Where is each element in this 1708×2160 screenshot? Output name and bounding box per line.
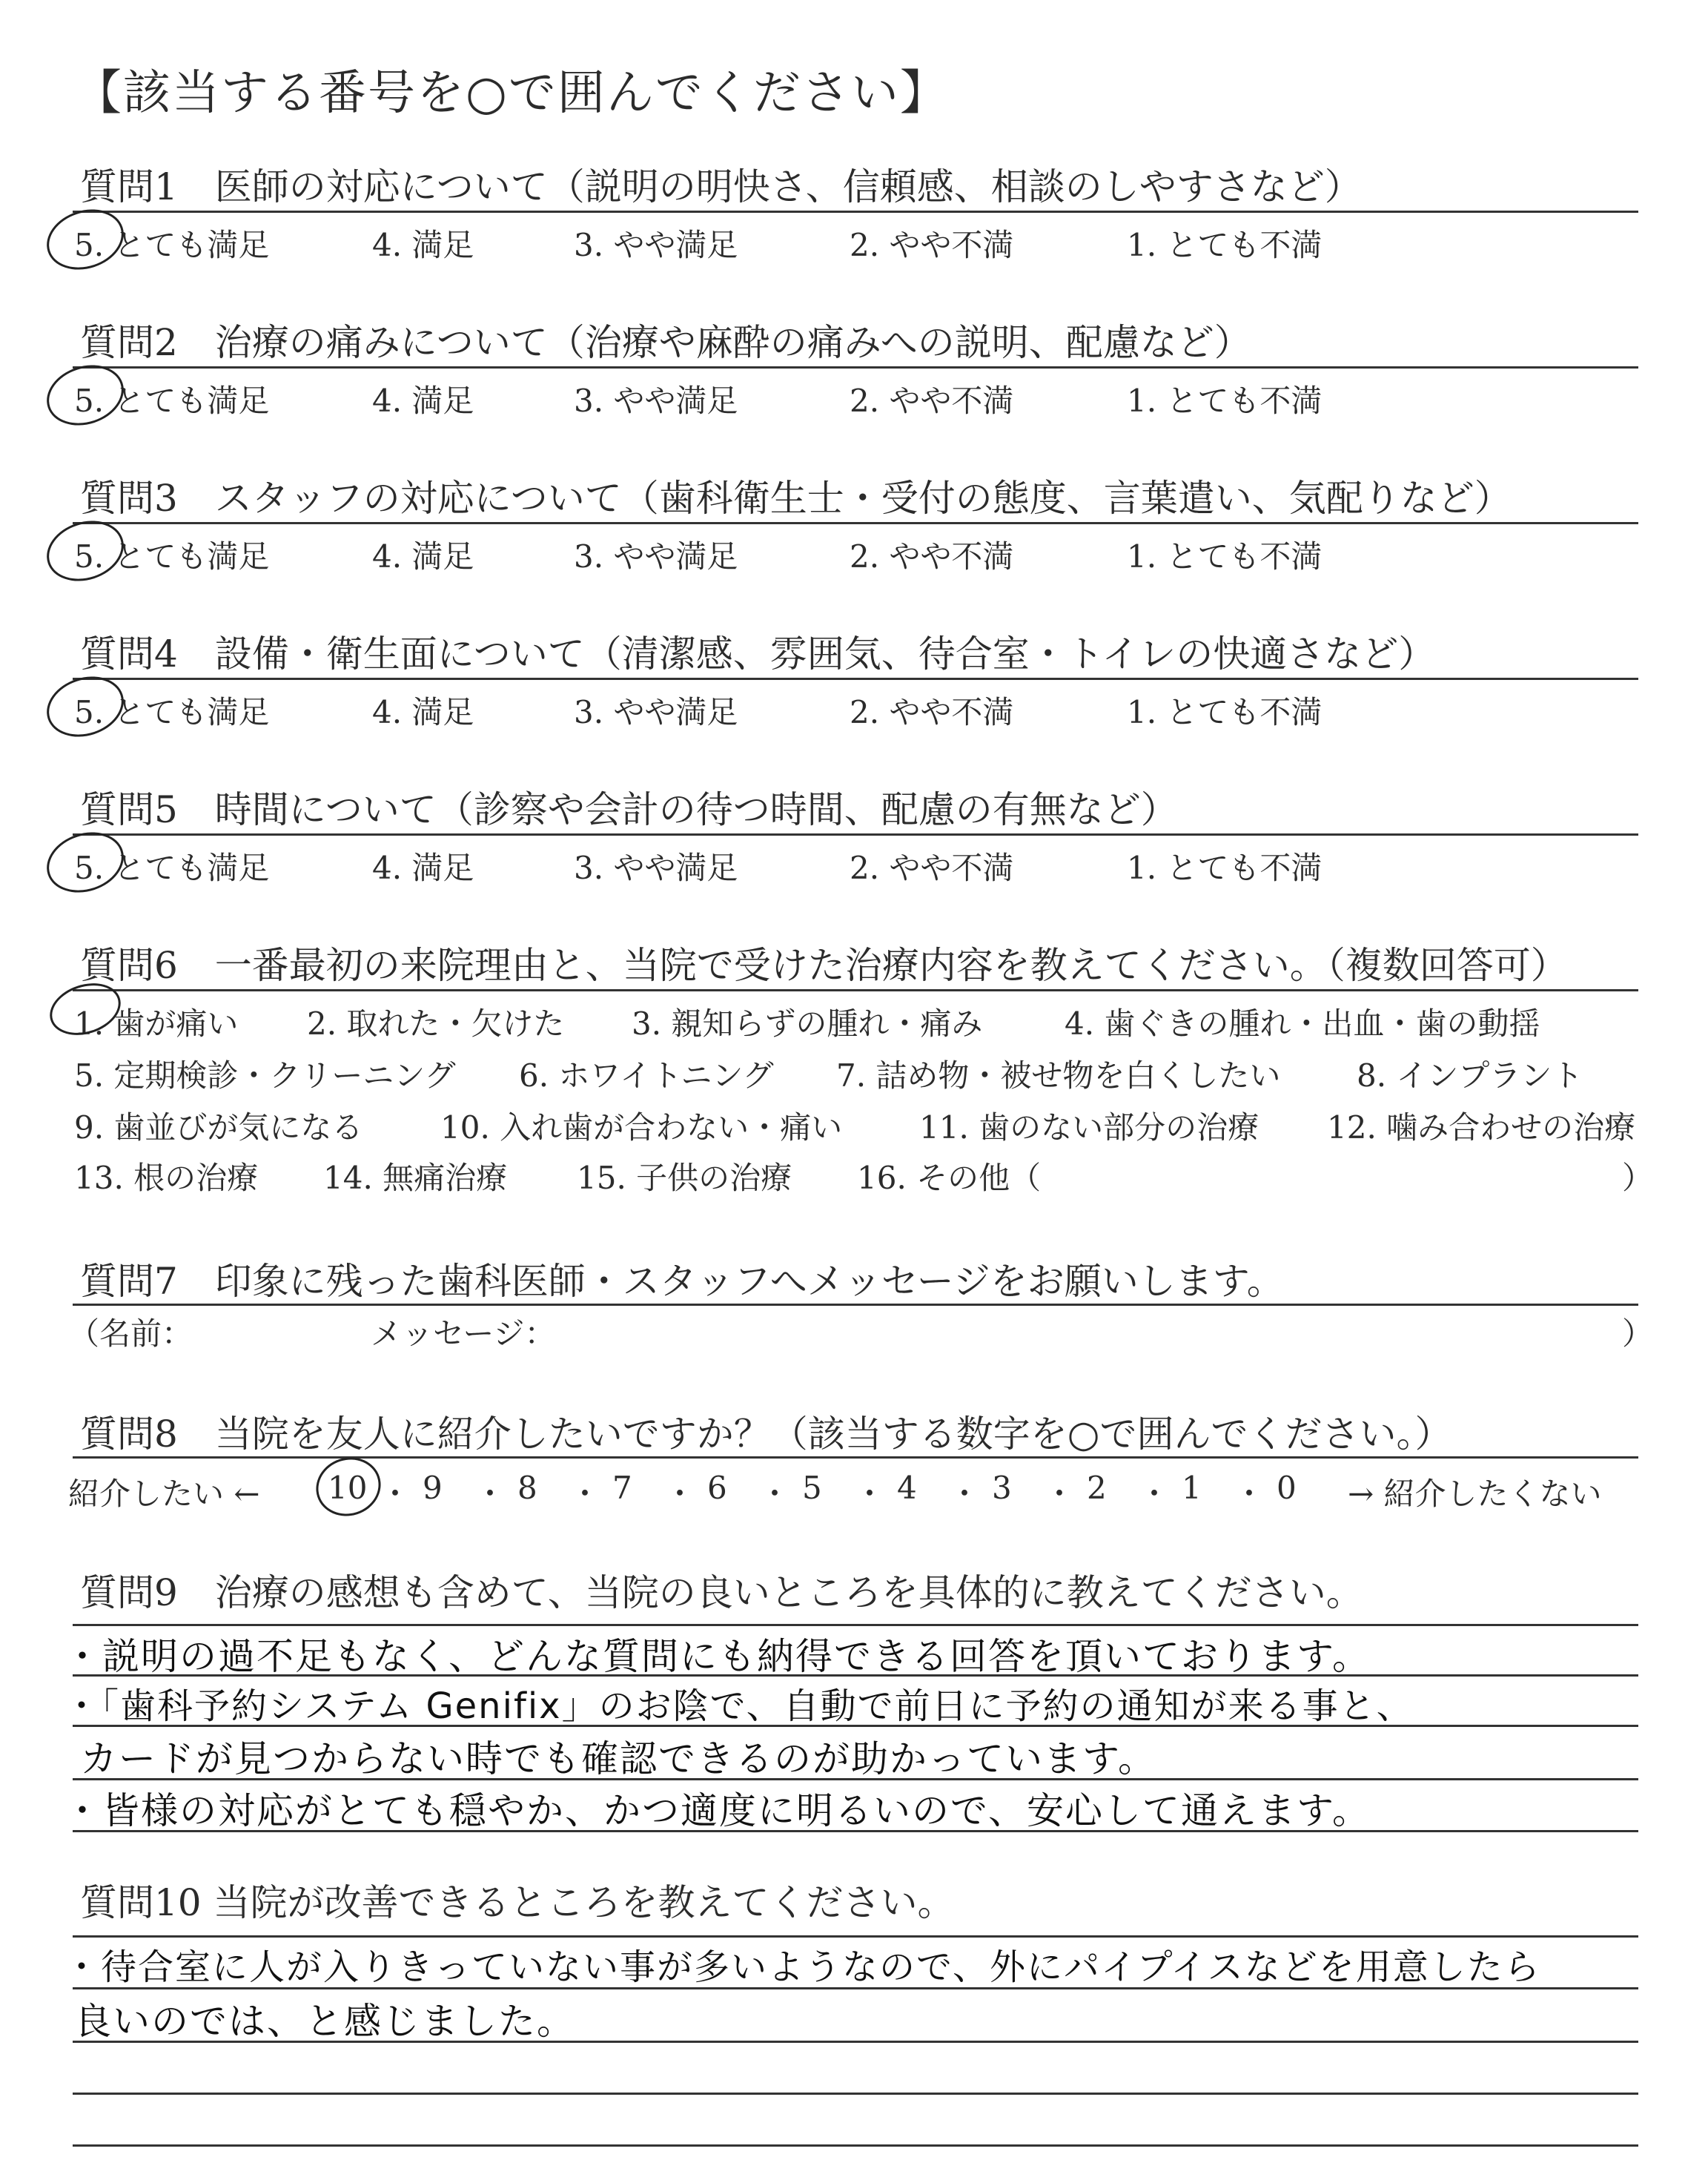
q1-option-4: 4. 満足 (372, 227, 474, 263)
q10-answer-line-1: ・待合室に人が入りきっていない事が多いようなので、外にパイプイスなどを用意したら (64, 1946, 1541, 1988)
q3-option-1: 1. とても不満 (1127, 538, 1323, 575)
q6-option-6: 6. ホワイトニング (519, 1057, 774, 1094)
q8-number-0: 0 (1277, 1470, 1297, 1506)
q1-title: 質問1 医師の対応について（説明の明快さ、信頼感、相談のしやすさなど） (80, 165, 1362, 208)
q9-answer-line-4: ・皆様の対応がとても穏やか、かつ適度に明るいので、安心して通えます。 (64, 1789, 1371, 1832)
q7-name-label: （名前： (68, 1315, 193, 1352)
q5-option-2: 2. やや不満 (850, 850, 1014, 886)
q6-option-12: 12. 噛み合わせの治療 (1327, 1109, 1636, 1146)
q8-number-2: 2 (1087, 1470, 1107, 1506)
q8-number-1: 1 (1182, 1470, 1202, 1506)
q7-title: 質問7 印象に残った歯科医師・スタッフへメッセージをお願いします。 (80, 1260, 1284, 1303)
q4-title: 質問4 設備・衛生面について（清潔感、雰囲気、待合室・トイレの快適さなど） (80, 633, 1436, 676)
q6-option-2: 2. 取れた・欠けた (307, 1005, 565, 1042)
q8-number-9: 9 (423, 1470, 443, 1506)
q8-right-label: → 紹介したくない (1348, 1476, 1602, 1512)
q8-separator-dot: ・ (1139, 1476, 1171, 1512)
q6-option-3: 3. 親知らずの腫れ・痛み (632, 1005, 983, 1042)
q4-rule (73, 678, 1638, 680)
q5-title: 質問5 時間について（診察や会計の待つ時間、配慮の有無など） (80, 788, 1178, 831)
q6-option-13: 13. 根の治療 (74, 1160, 259, 1196)
q2-option-3: 3. やや満足 (574, 383, 738, 419)
q8-number-10: 10 (328, 1470, 368, 1506)
q9-answer-line-1: ・説明の過不足もなく、どんな質問にも納得できる回答を頂いております。 (64, 1635, 1371, 1678)
q8-separator-dot: ・ (949, 1476, 981, 1512)
q8-title: 質問8 当院を友人に紹介したいですか？（該当する数字を○で囲んでください。） (80, 1413, 1452, 1456)
q5-option-3: 3. やや満足 (574, 850, 738, 886)
q6-option-8: 8. インプラント (1357, 1057, 1583, 1094)
q6-rule (73, 989, 1638, 991)
q5-option-1: 1. とても不満 (1127, 850, 1323, 886)
q9-title: 質問9 治療の感想も含めて、当院の良いところを具体的に教えてください。 (80, 1571, 1363, 1614)
q6-option-15: 15. 子供の治療 (577, 1160, 792, 1196)
q8-number-4: 4 (897, 1470, 917, 1506)
q5-rule (73, 833, 1638, 836)
q3-option-2: 2. やや不満 (850, 538, 1014, 575)
q2-option-5: 5. とても満足 (74, 383, 270, 419)
q8-number-3: 3 (992, 1470, 1012, 1506)
q2-option-4: 4. 満足 (372, 383, 474, 419)
q5-option-5: 5. とても満足 (74, 850, 270, 886)
q3-option-5: 5. とても満足 (74, 538, 270, 575)
q6-option-17: ） (1622, 1160, 1654, 1196)
q2-title: 質問2 治療の痛みについて（治療や麻酔の痛みへの説明、配慮など） (80, 321, 1251, 364)
q7-message-label: メッセージ： (371, 1315, 556, 1352)
q8-separator-dot: ・ (854, 1476, 886, 1512)
q6-option-10: 10. 入れ歯が合わない・痛い (440, 1109, 843, 1146)
q2-rule (73, 366, 1638, 369)
q8-rule (73, 1456, 1638, 1459)
q2-option-2: 2. やや不満 (850, 383, 1014, 419)
q3-title: 質問3 スタッフの対応について（歯科衛生士・受付の態度、言葉遣い、気配りなど） (80, 477, 1512, 520)
q4-option-3: 3. やや満足 (574, 694, 738, 730)
q10-rule-5 (73, 2144, 1638, 2147)
q5-option-4: 4. 満足 (372, 850, 474, 886)
q8-number-6: 6 (707, 1470, 727, 1506)
q8-selection-circle (308, 1449, 388, 1524)
q8-separator-dot: ・ (380, 1476, 411, 1512)
q10-title: 質問10 当院が改善できるところを教えてください。 (80, 1881, 955, 1924)
q8-separator-dot: ・ (474, 1476, 506, 1512)
q3-rule (73, 522, 1638, 524)
q1-option-3: 3. やや満足 (574, 227, 738, 263)
q6-title: 質問6 一番最初の来院理由と、当院で受けた治療内容を教えてください。（複数回答可） (80, 944, 1568, 987)
q8-separator-dot: ・ (1234, 1476, 1265, 1512)
q8-number-8: 8 (517, 1470, 537, 1506)
q1-option-1: 1. とても不満 (1127, 227, 1323, 263)
q9-answer-line-3: カードが見つからない時でも確認できるのが助かっています。 (80, 1737, 1156, 1780)
q7-close-paren: ） (1622, 1315, 1654, 1352)
q6-option-14: 14. 無痛治療 (323, 1160, 508, 1196)
q6-option-9: 9. 歯並びが気になる (74, 1109, 363, 1146)
q3-option-3: 3. やや満足 (574, 538, 738, 575)
q8-separator-dot: ・ (569, 1476, 601, 1512)
q1-option-2: 2. やや不満 (850, 227, 1014, 263)
q4-option-1: 1. とても不満 (1127, 694, 1323, 730)
q8-left-label: 紹介したい ← (68, 1476, 260, 1512)
q6-option-4: 4. 歯ぐきの腫れ・出血・歯の動揺 (1065, 1005, 1540, 1042)
q8-number-5: 5 (802, 1470, 822, 1506)
q4-option-5: 5. とても満足 (74, 694, 270, 730)
q9-rule-1 (73, 1624, 1638, 1626)
q6-option-5: 5. 定期検診・クリーニング (74, 1057, 456, 1094)
q2-option-1: 1. とても不満 (1127, 383, 1323, 419)
q8-number-7: 7 (612, 1470, 632, 1506)
q9-answer-line-2: ・「歯科予約システム Genifix」のお陰で、自動で前日に予約の通知が来る事と、 (64, 1685, 1414, 1727)
q6-option-1: 1. 歯が痛い (74, 1005, 239, 1042)
q4-option-4: 4. 満足 (372, 694, 474, 730)
q6-option-16: 16. その他（ (857, 1160, 1042, 1196)
q10-rule-4 (73, 2093, 1638, 2095)
q1-rule (73, 211, 1638, 213)
q10-rule-1 (73, 1935, 1638, 1938)
q8-separator-dot: ・ (1044, 1476, 1076, 1512)
q1-option-5: 5. とても満足 (74, 227, 270, 263)
q6-option-11: 11. 歯のない部分の治療 (919, 1109, 1260, 1146)
q8-separator-dot: ・ (664, 1476, 696, 1512)
q3-option-4: 4. 満足 (372, 538, 474, 575)
q8-separator-dot: ・ (759, 1476, 791, 1512)
q10-answer-line-2: 良いのでは、と感じました。 (74, 2000, 575, 2043)
q6-option-7: 7. 詰め物・被せ物を白くしたい (836, 1057, 1281, 1094)
q7-rule (73, 1304, 1638, 1306)
q4-option-2: 2. やや不満 (850, 694, 1014, 730)
form-heading: 【該当する番号を○で囲んでください】 (74, 66, 949, 121)
